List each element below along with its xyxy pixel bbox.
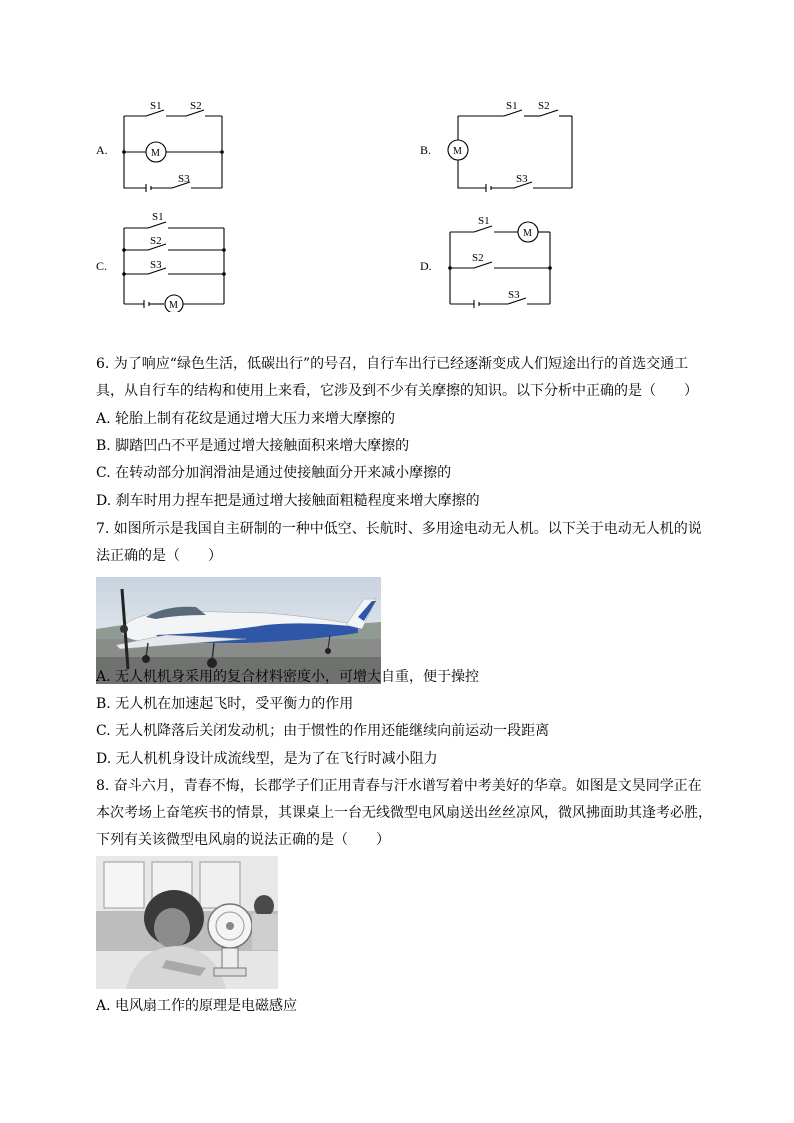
label-motor: M — [169, 300, 178, 311]
student-exam-fan-photo — [96, 856, 278, 989]
circuit-diagram-c — [110, 208, 240, 312]
q8-stem-line-2: 本次考场上奋笔疾书的情景，其课桌上一台无线微型电风扇送出丝丝凉风，微风拂面助其逢考必胜， — [96, 805, 712, 821]
label-motor: M — [151, 148, 160, 159]
option-letter-a: A. — [96, 143, 108, 157]
label-s3: S3 — [508, 289, 520, 301]
option-letter-d: D. — [420, 259, 432, 273]
option-letter-c: C. — [96, 259, 108, 273]
q7-stem-line-2: 法正确的是（ ） — [96, 548, 222, 564]
q6-option-a: A. 轮胎上制有花纹是通过增大压力来增大摩擦的 — [96, 411, 396, 427]
q8-option-a: A. 电风扇工作的原理是电磁感应 — [96, 998, 298, 1014]
q6-option-c: C. 在转动部分加润滑油是通过使接触面分开来减小摩擦的 — [96, 465, 452, 481]
q7-option-d: D. 无人机机身设计成流线型，是为了在飞行时减小阻力 — [96, 751, 438, 767]
q6-stem-line-1: 6. 为了响应“绿色生活，低碳出行”的号召，自行车出行已经逐渐变成人们短途出行的首选交通工 — [96, 356, 689, 372]
q7-stem-line-1: 7. 如图所示是我国自主研制的一种中低空、长航时、多用途电动无人机。以下关于电动无人机的说 — [96, 521, 702, 537]
label-s1: S1 — [506, 100, 518, 112]
label-motor: M — [453, 146, 462, 157]
q8-stem-line-1: 8. 奋斗六月，青春不悔，长郡学子们正用青春与汗水谱写着中考美好的华章。如图是文昊同学正在 — [96, 778, 702, 794]
q7-option-b: B. 无人机在加速起飞时，受平衡力的作用 — [96, 696, 354, 712]
label-s2: S2 — [538, 100, 550, 112]
q6-option-d: D. 刹车时用力捏车把是通过增大接触面粗糙程度来增大摩擦的 — [96, 493, 480, 509]
label-s3: S3 — [178, 173, 190, 185]
label-s1: S1 — [152, 211, 164, 223]
label-s2: S2 — [190, 100, 202, 112]
circuit-diagram-a — [110, 96, 240, 196]
option-letter-b: B. — [420, 143, 432, 157]
label-s2: S2 — [150, 235, 162, 247]
circuit-diagram-b — [440, 96, 580, 196]
label-s3: S3 — [516, 173, 528, 185]
q8-stem-line-3: 下列有关该微型电风扇的说法正确的是（ ） — [96, 832, 390, 848]
q7-option-c: C. 无人机降落后关闭发动机；由于惯性的作用还能继续向前运动一段距离 — [96, 723, 550, 739]
label-s2: S2 — [472, 252, 484, 264]
q6-option-b: B. 脚踏凹凸不平是通过增大接触面积来增大摩擦的 — [96, 438, 410, 454]
label-s3: S3 — [150, 259, 162, 271]
label-motor: M — [523, 228, 532, 239]
label-s1: S1 — [478, 215, 490, 227]
circuit-diagram-d — [440, 208, 570, 312]
label-s1: S1 — [150, 100, 162, 112]
q6-stem-line-2: 具，从自行车的结构和使用上来看，它涉及到不少有关摩擦的知识。以下分析中正确的是（ ） — [96, 383, 698, 399]
q7-option-a: A. 无人机机身采用的复合材料密度小，可增大自重，便于操控 — [96, 669, 480, 685]
